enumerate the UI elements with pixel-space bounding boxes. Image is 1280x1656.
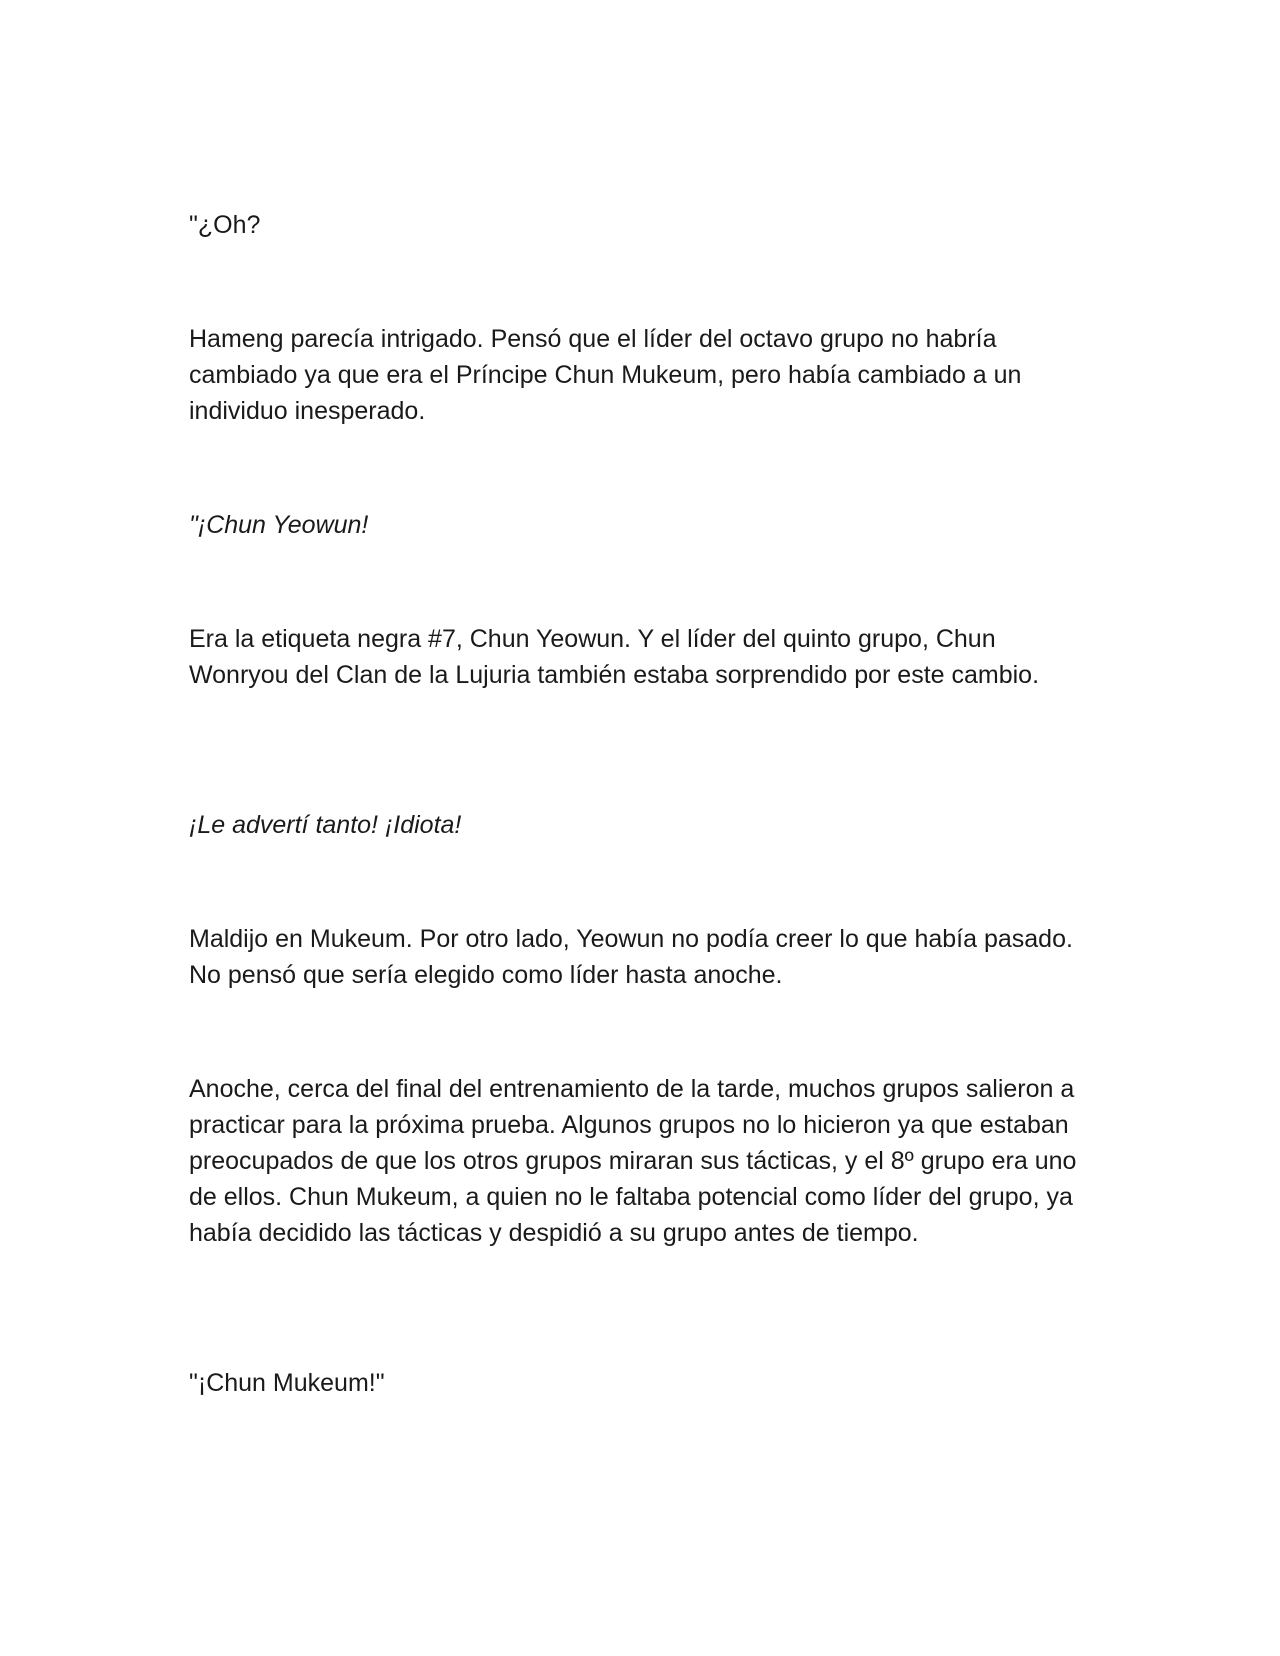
- paragraph-dialogue-oh: "¿Oh?: [189, 211, 261, 239]
- paragraph-last-night: Anoche, cerca del final del entrenamiento de la tarde, muchos grupos salieron a practicar para la próxima prueba. Algunos grupos no lo hicieron ya que estaban preocupados de que los otros grupos miraran sus tácticas, y el 8º grupo era uno de ellos. Chun Mukeum, a quien no le faltaba potencial como líder del grupo, ya había decidido las tácticas y despidió a su grupo antes de tiempo.: [189, 1075, 1077, 1247]
- paragraph-dialogue-chun-yeowun: "¡Chun Yeowun!: [189, 511, 369, 539]
- paragraph-cursed-mukeum: Maldijo en Mukeum. Por otro lado, Yeowun no podía creer lo que había pasado. No pensó que sería elegido como líder hasta anoche.: [189, 925, 1073, 989]
- paragraph-black-tag: Era la etiqueta negra #7, Chun Yeowun. Y el líder del quinto grupo, Chun Wonryou del Clan de la Lujuria también estaba sorprendido por este cambio.: [189, 625, 1040, 689]
- paragraph-dialogue-chun-mukeum: "¡Chun Mukeum!": [189, 1369, 385, 1397]
- paragraph-hameng-intrigued: Hameng parecía intrigado. Pensó que el líder del octavo grupo no habría cambiado ya que era el Príncipe Chun Mukeum, pero había cambiado a un individuo inesperado.: [189, 325, 1022, 425]
- paragraph-thought-warned: ¡Le advertí tanto! ¡Idiota!: [189, 811, 462, 839]
